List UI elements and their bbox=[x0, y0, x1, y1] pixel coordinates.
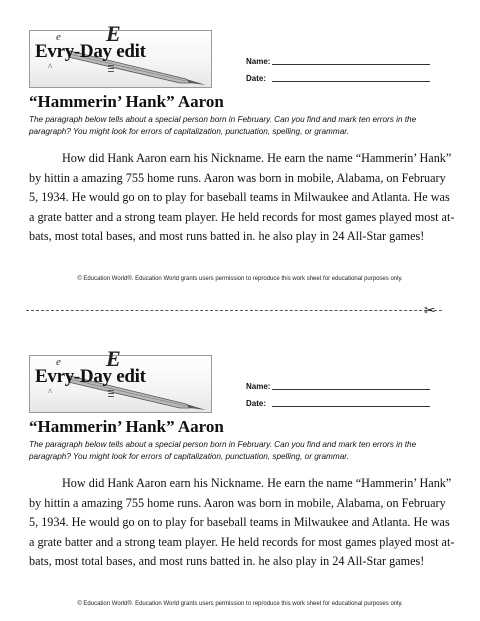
name-label: Name: bbox=[246, 382, 271, 391]
name-label: Name: bbox=[246, 57, 271, 66]
logo-text: Evry-Day edit bbox=[35, 366, 146, 387]
name-field[interactable] bbox=[246, 382, 270, 391]
date-label: Date: bbox=[246, 399, 267, 408]
logo-big-e: E bbox=[106, 346, 121, 371]
date-field[interactable] bbox=[246, 399, 266, 408]
instructions: The paragraph below tells about a special person born in February. Can you find and mark ten errors in the paragraph? You might look for errors of capitalization, punctuation, spelling, or grammar. bbox=[29, 440, 417, 461]
worksheet-title: “Hammerin’ Hank” Aaron bbox=[29, 92, 224, 111]
copyright-notice: © Education World®. Education World grants users permission to reproduce this work sheet for educational purposes only. bbox=[77, 601, 403, 607]
logo-small-e: e bbox=[56, 356, 61, 368]
name-line bbox=[272, 64, 430, 65]
date-line bbox=[272, 81, 430, 82]
date-label: Date: bbox=[246, 74, 267, 83]
every-day-edit-logo bbox=[29, 346, 212, 413]
worksheet-title: “Hammerin’ Hank” Aaron bbox=[29, 417, 224, 436]
logo-lines-icon bbox=[108, 390, 114, 399]
logo-caret: ^ bbox=[48, 62, 53, 72]
instructions: The paragraph below tells about a special person born in February. Can you find and mark ten errors in the paragraph? You might look for errors of capitalization, punctuation, spelling, or grammar. bbox=[29, 115, 417, 136]
logo-small-e: e bbox=[56, 31, 61, 43]
logo-caret: ^ bbox=[48, 387, 53, 397]
logo-lines-icon bbox=[108, 65, 114, 74]
copyright-notice: © Education World®. Education World grants users permission to reproduce this work sheet for educational purposes only. bbox=[77, 276, 403, 282]
scissors-icon: ✂ bbox=[424, 303, 436, 319]
cut-line bbox=[26, 310, 442, 311]
every-day-edit-logo bbox=[29, 21, 212, 88]
logo-text: Evry-Day edit bbox=[35, 41, 146, 62]
date-line bbox=[272, 406, 430, 407]
logo-big-e: E bbox=[106, 21, 121, 46]
edit-paragraph: How did Hank Aaron earn his Nickname. He earn the name “Hammerin’ Hank” by hittin a amazing 755 home runs. Aaron was born in mobile, Alabama, on February 5, 1934. He would go on to play for baseball teams in Milwaukee and Atlanta. He was a grate batter and a strong team player. He held records for most games played most at-bats, most total bases, and most runs batted in. he also play in 24 All-Star games! bbox=[29, 151, 455, 243]
name-field[interactable] bbox=[246, 57, 270, 66]
date-field[interactable] bbox=[246, 74, 266, 83]
name-line bbox=[272, 389, 430, 390]
edit-paragraph: How did Hank Aaron earn his Nickname. He earn the name “Hammerin’ Hank” by hittin a amazing 755 home runs. Aaron was born in mobile, Alabama, on February 5, 1934. He would go on to play for baseball teams in Milwaukee and Atlanta. He was a grate batter and a strong team player. He held records for most games played most at-bats, most total bases, and most runs batted in. he also play in 24 All-Star games! bbox=[29, 476, 455, 568]
